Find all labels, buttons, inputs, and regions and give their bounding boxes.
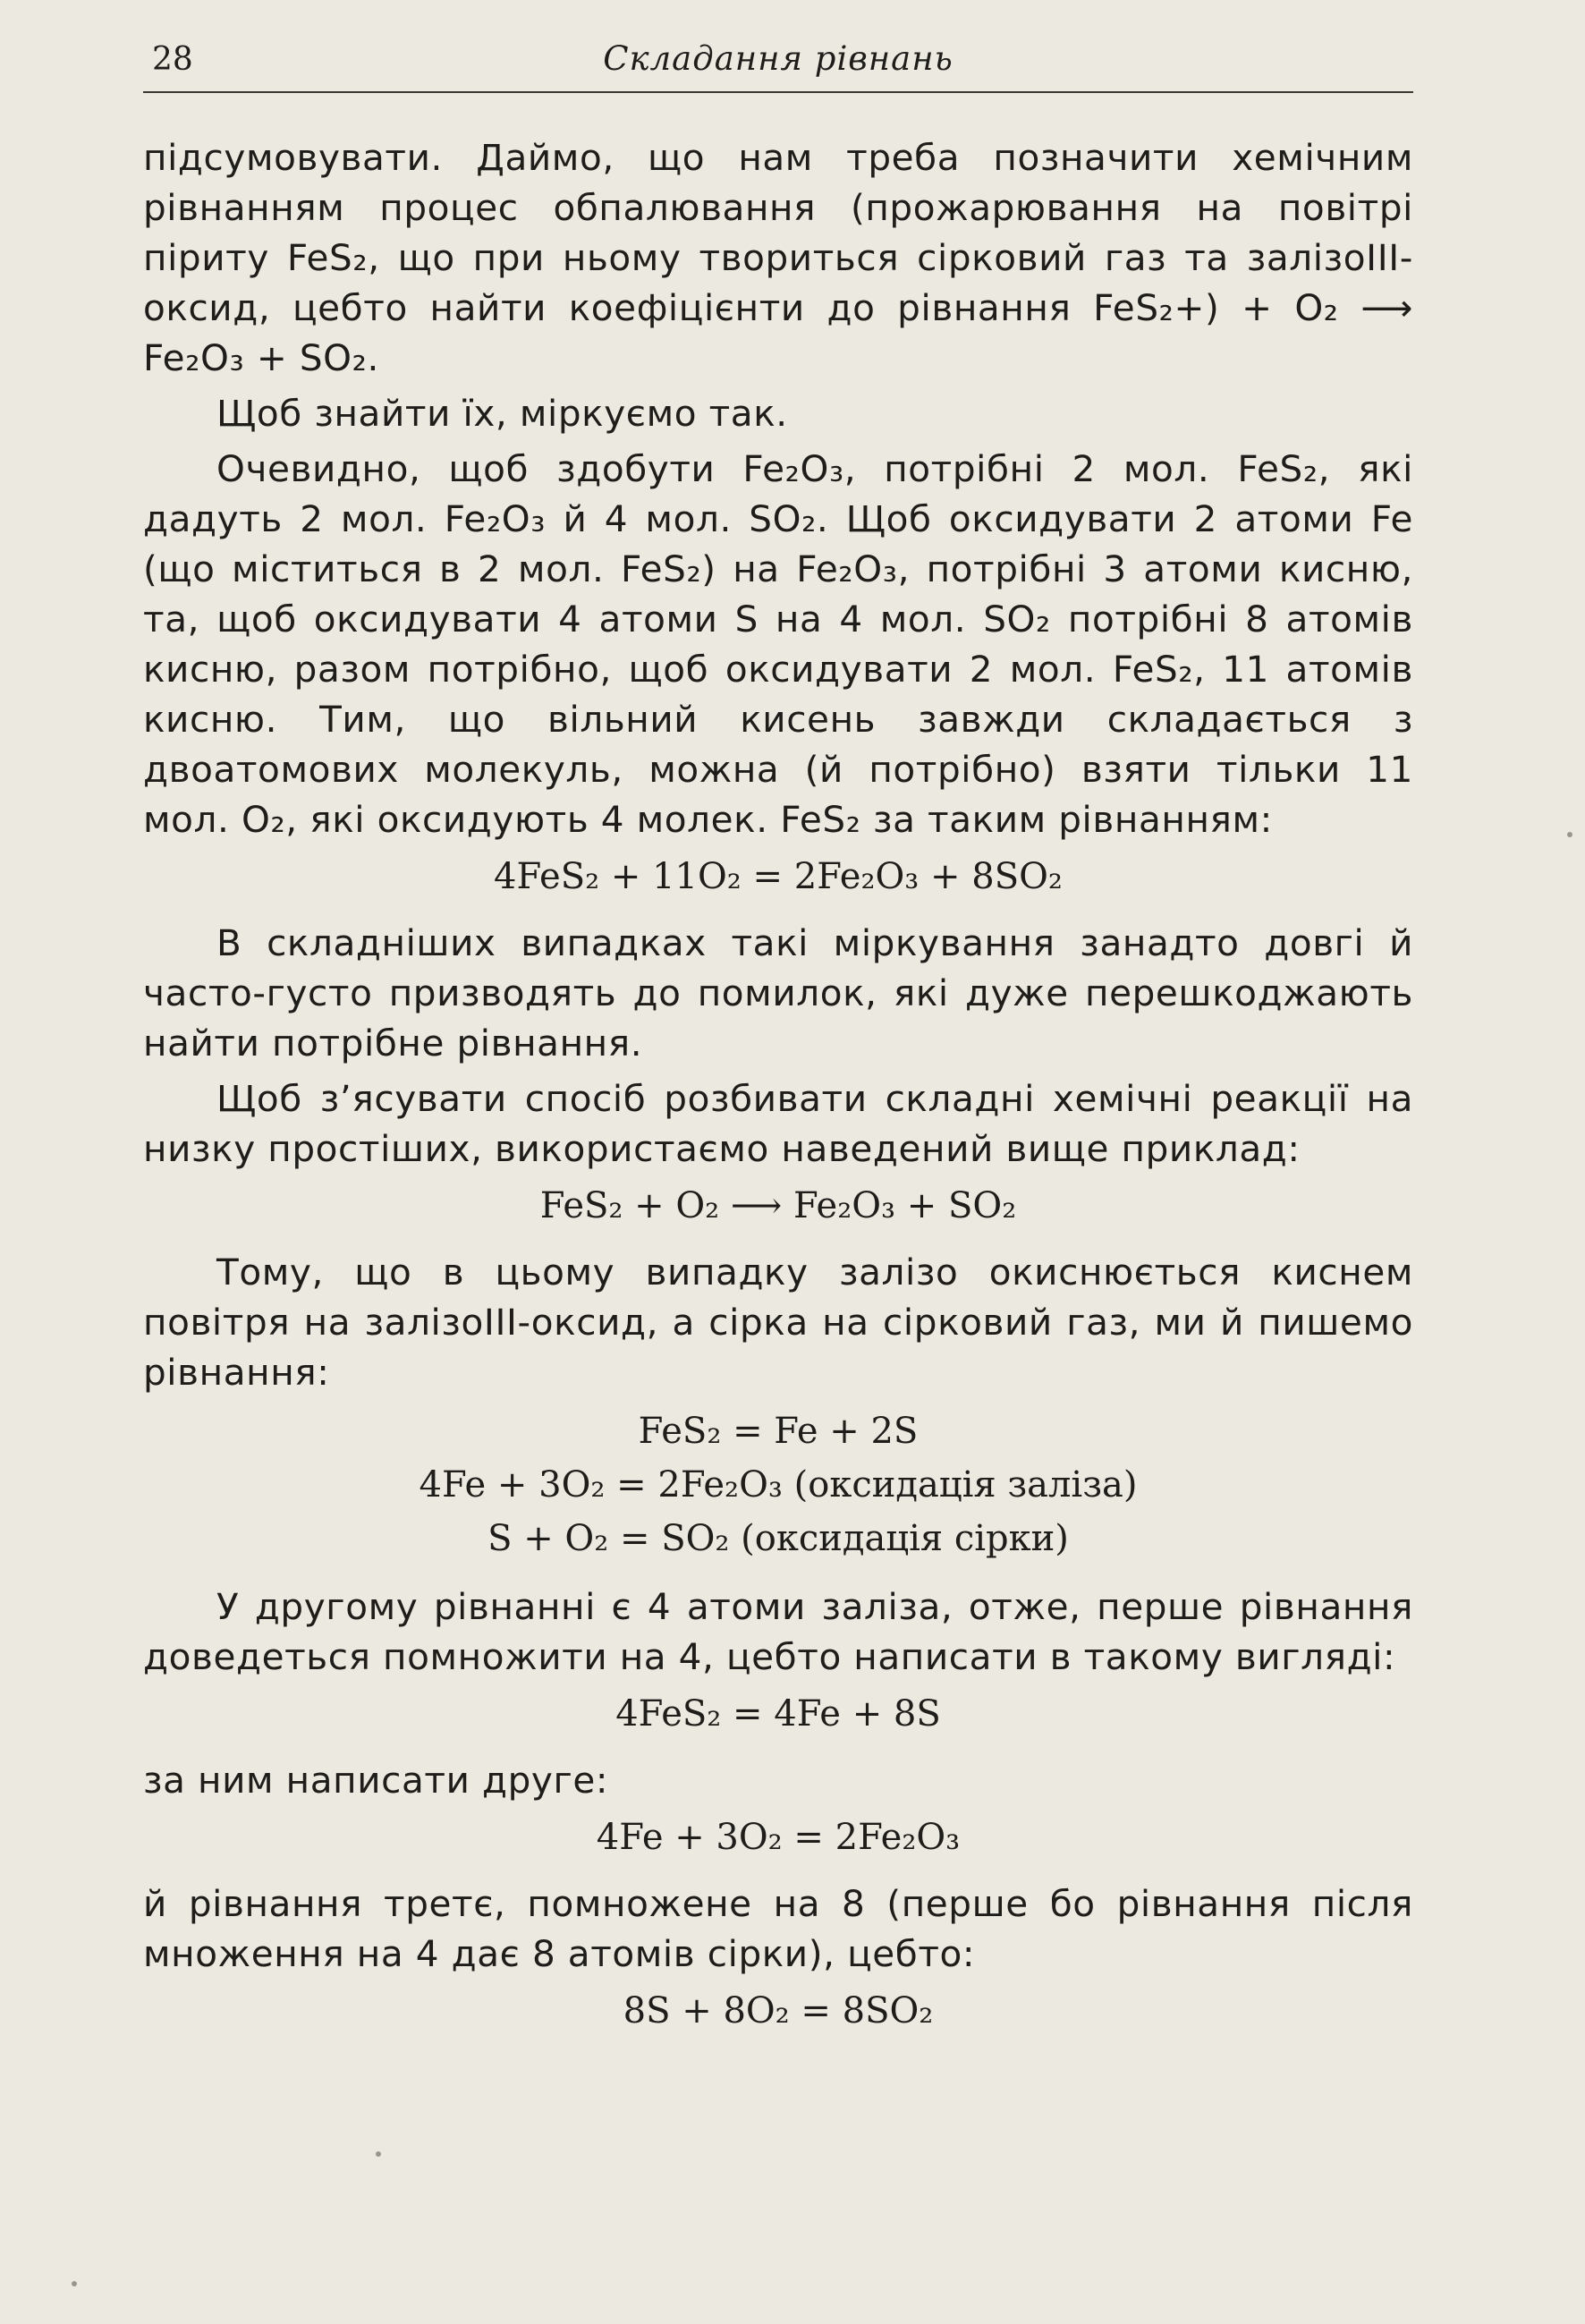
paper-speck: [72, 2281, 77, 2286]
paper-speck: [376, 2151, 381, 2157]
equation-iron-oxidation: 4Fe + 3O₂ = 2Fe₂O₃ (оксидація заліза): [419, 1464, 1138, 1506]
paragraph-second: за ним написати друге:: [143, 1759, 609, 1802]
page-number: 28: [152, 41, 193, 78]
paragraph-complex-cases: В складніших випадках такі міркування занадто довгі й часто-густо призводять до помилок, які дуже перешкоджають найти потрібне рівнання.: [143, 921, 1413, 1064]
equation-overall: 4FeS₂ + 11O₂ = 2Fe₂O₃ + 8SO₂: [494, 856, 1063, 897]
paragraph-reasoning: Очевидно, щоб здобути Fe₂O₃, потрібні 2 мол. FeS₂, які дадуть 2 мол. Fe₂O₃ й 4 мол. SO₂. Щоб оксидувати 2 атоми Fe (що міститься в 2 мол. FeS₂) на Fe₂O₃, потрібні 3 атоми кисню, та, щоб оксидувати 4 атоми S на 4 мол. SO₂ потрібні 8 атомів кисню, разом потрібно, щоб оксидувати 2 мол. FeS₂, 11 атомів кисню. Тим, що вільний кисень завжди складається з двоатомових молекуль, можна (й потрібно) взяти тільки 11 мол. O₂, які оксидують 4 молек. FeS₂ за таким рівнанням:: [143, 447, 1413, 841]
equation-sulfur-oxidation: S + O₂ = SO₂ (оксидація сірки): [487, 1518, 1069, 1559]
paper-speck: [1567, 832, 1572, 837]
page-body: [143, 132, 1413, 2052]
paragraph-third: й рівнання третє, помножене на 8 (перше бо рівнання після множення на 4 дає 8 атомів сірки), цебто:: [143, 1882, 1413, 1975]
paragraph-intro: підсумовувати. Даймо, що нам треба позначити хемічним рівнанням процес обпалювання (прожарювання на повітрі піриту FeS₂, що при ньому твориться сірковий газ та залізоIII-оксид, цебто найти коефіцієнти до рівнання FeS₂+) + O₂ ⟶ Fe₂O₃ + SO₂.: [143, 136, 1413, 379]
chapter-title: Складання рівнань: [603, 39, 954, 78]
equation-group: [143, 1404, 1413, 1565]
equation-multiplied-decomposition: 4FeS₂ = 4Fe + 8S: [615, 1693, 941, 1735]
paragraph-oxidation: Тому, що в цьому випадку залізо окиснюється киснем повітря на залізоIII-оксид, а сірка на сірковий газ, ми й пишемо рівнання:: [143, 1251, 1413, 1394]
header-divider: [143, 91, 1413, 93]
paragraph-method: Щоб з’ясувати спосіб розбивати складні хемічні реакції на низку простіших, використаємо наведений вище приклад:: [143, 1077, 1413, 1170]
paragraph-multiply: У другому рівнанні є 4 атоми заліза, отже, перше рівнання доведеться помножити на 4, цебто написати в такому вигляді:: [143, 1585, 1413, 1678]
equation-third: 8S + 8O₂ = 8SO₂: [623, 1990, 934, 2031]
equation-decomposition: FeS₂ = Fe + 2S: [638, 1411, 919, 1452]
running-head: [143, 36, 1413, 89]
paragraph-reasoning-lead: Щоб знайти їх, міркуємо так.: [216, 392, 788, 435]
equation-example: FeS₂ + O₂ ⟶ Fe₂O₃ + SO₂: [539, 1185, 1017, 1226]
equation-second: 4Fe + 3O₂ = 2Fe₂O₃: [596, 1817, 961, 1858]
